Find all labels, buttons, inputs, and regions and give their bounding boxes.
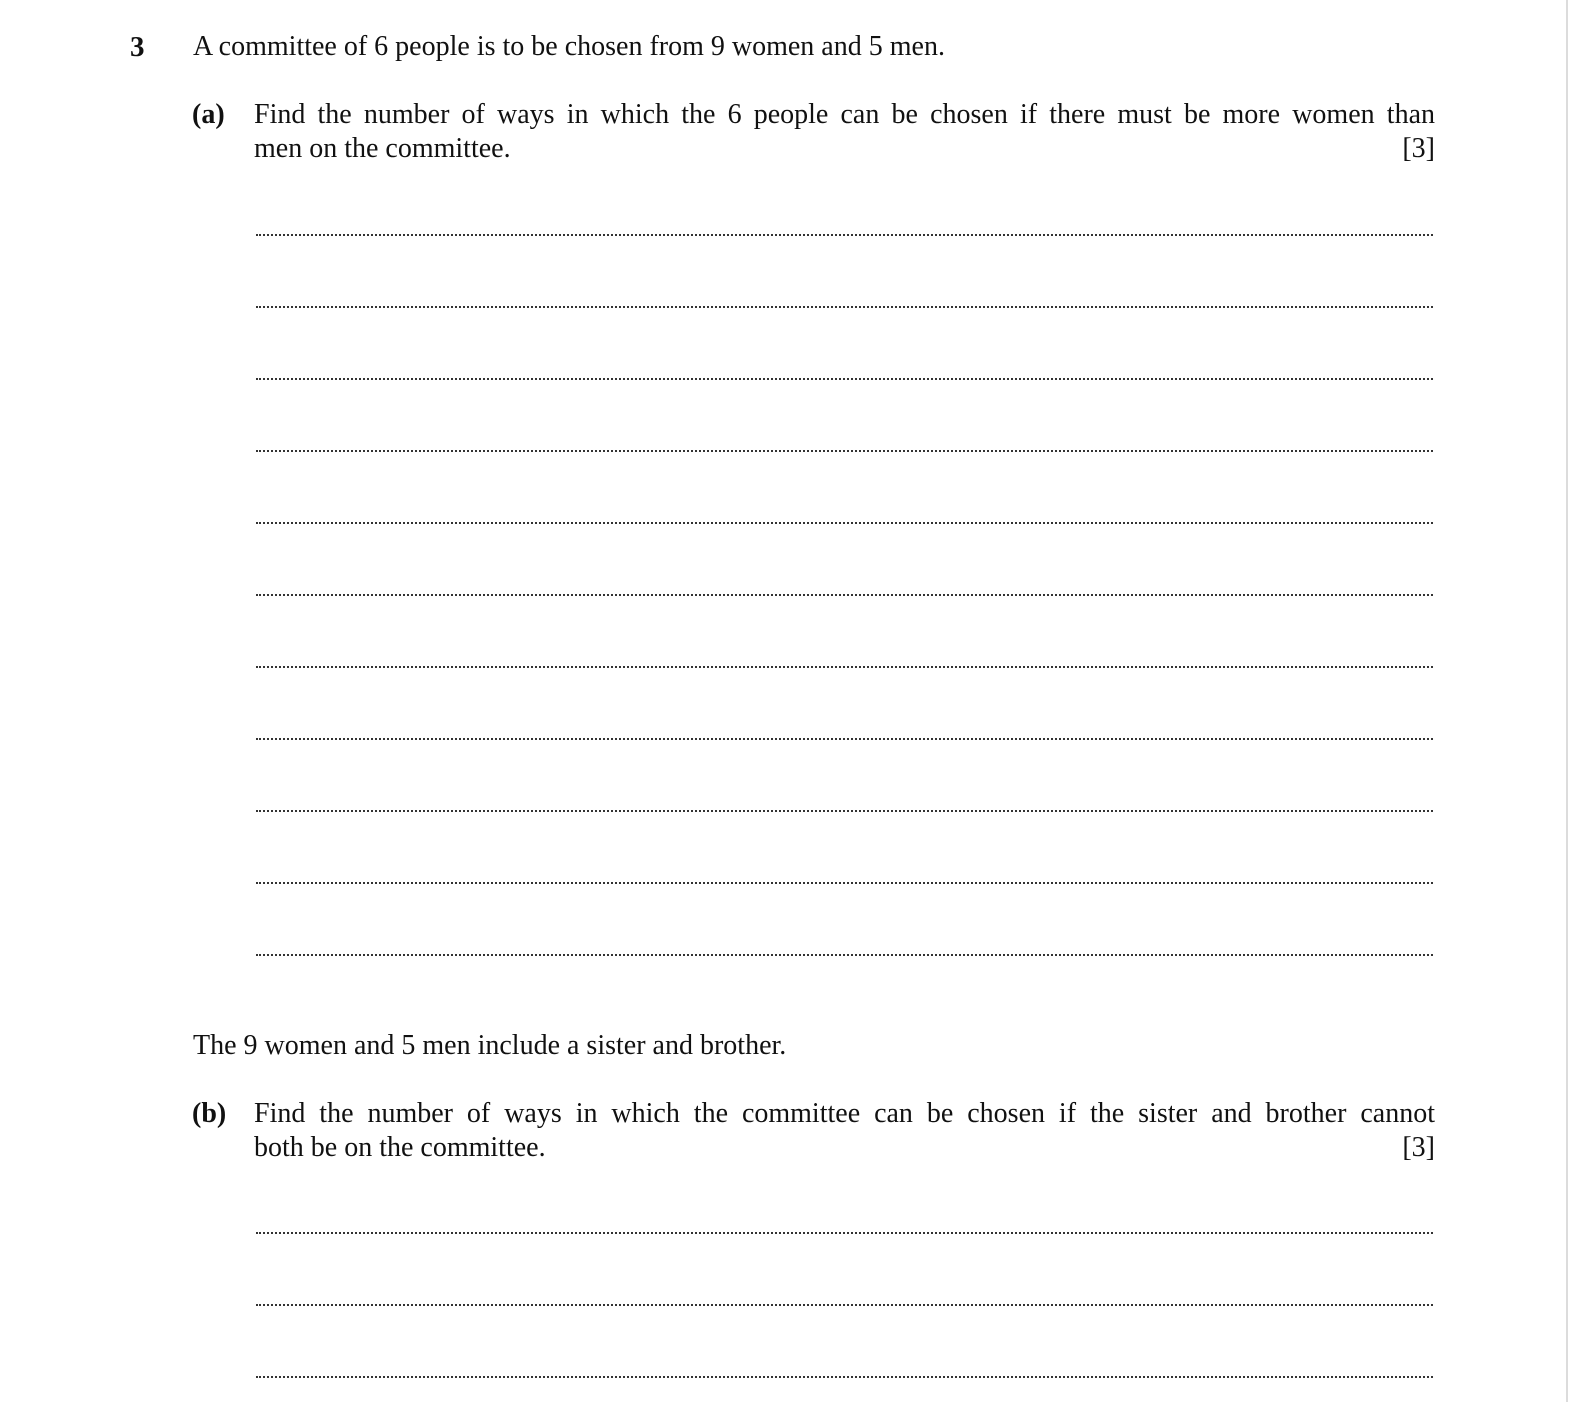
answer-line[interactable] xyxy=(256,1304,1433,1306)
part-a-text-line1: Find the number of ways in which the 6 people can be chosen if there must be more women than xyxy=(254,99,1435,130)
answer-line[interactable] xyxy=(256,1232,1433,1234)
answer-line[interactable] xyxy=(256,234,1433,236)
answer-line[interactable] xyxy=(256,882,1433,884)
part-a-label: (a) xyxy=(192,99,225,130)
question-number: 3 xyxy=(130,31,145,63)
part-b-text-line2: both be on the committee. xyxy=(254,1132,546,1163)
part-b-marks: [3] xyxy=(1402,1132,1435,1163)
part-a-text-line2: men on the committee. xyxy=(254,133,511,164)
part-b-text-line1: Find the number of ways in which the committee can be chosen if the sister and brother cannot xyxy=(254,1098,1435,1129)
answer-line[interactable] xyxy=(256,1376,1433,1378)
answer-line[interactable] xyxy=(256,306,1433,308)
part-a-text-line2-row xyxy=(254,132,1435,166)
question-context: The 9 women and 5 men include a sister and brother. xyxy=(193,1030,787,1061)
part-a-marks: [3] xyxy=(1402,133,1435,164)
answer-line[interactable] xyxy=(256,522,1433,524)
page-edge xyxy=(1566,0,1568,1402)
answer-line[interactable] xyxy=(256,666,1433,668)
question-stem: A committee of 6 people is to be chosen from 9 women and 5 men. xyxy=(193,31,945,62)
part-b-text xyxy=(254,1097,1435,1165)
answer-line[interactable] xyxy=(256,594,1433,596)
answer-line[interactable] xyxy=(256,378,1433,380)
part-a-text xyxy=(254,98,1435,166)
answer-line[interactable] xyxy=(256,954,1433,956)
answer-line[interactable] xyxy=(256,450,1433,452)
answer-line[interactable] xyxy=(256,738,1433,740)
part-b-label: (b) xyxy=(192,1098,227,1129)
part-b-text-line2-row xyxy=(254,1131,1435,1165)
answer-line[interactable] xyxy=(256,810,1433,812)
